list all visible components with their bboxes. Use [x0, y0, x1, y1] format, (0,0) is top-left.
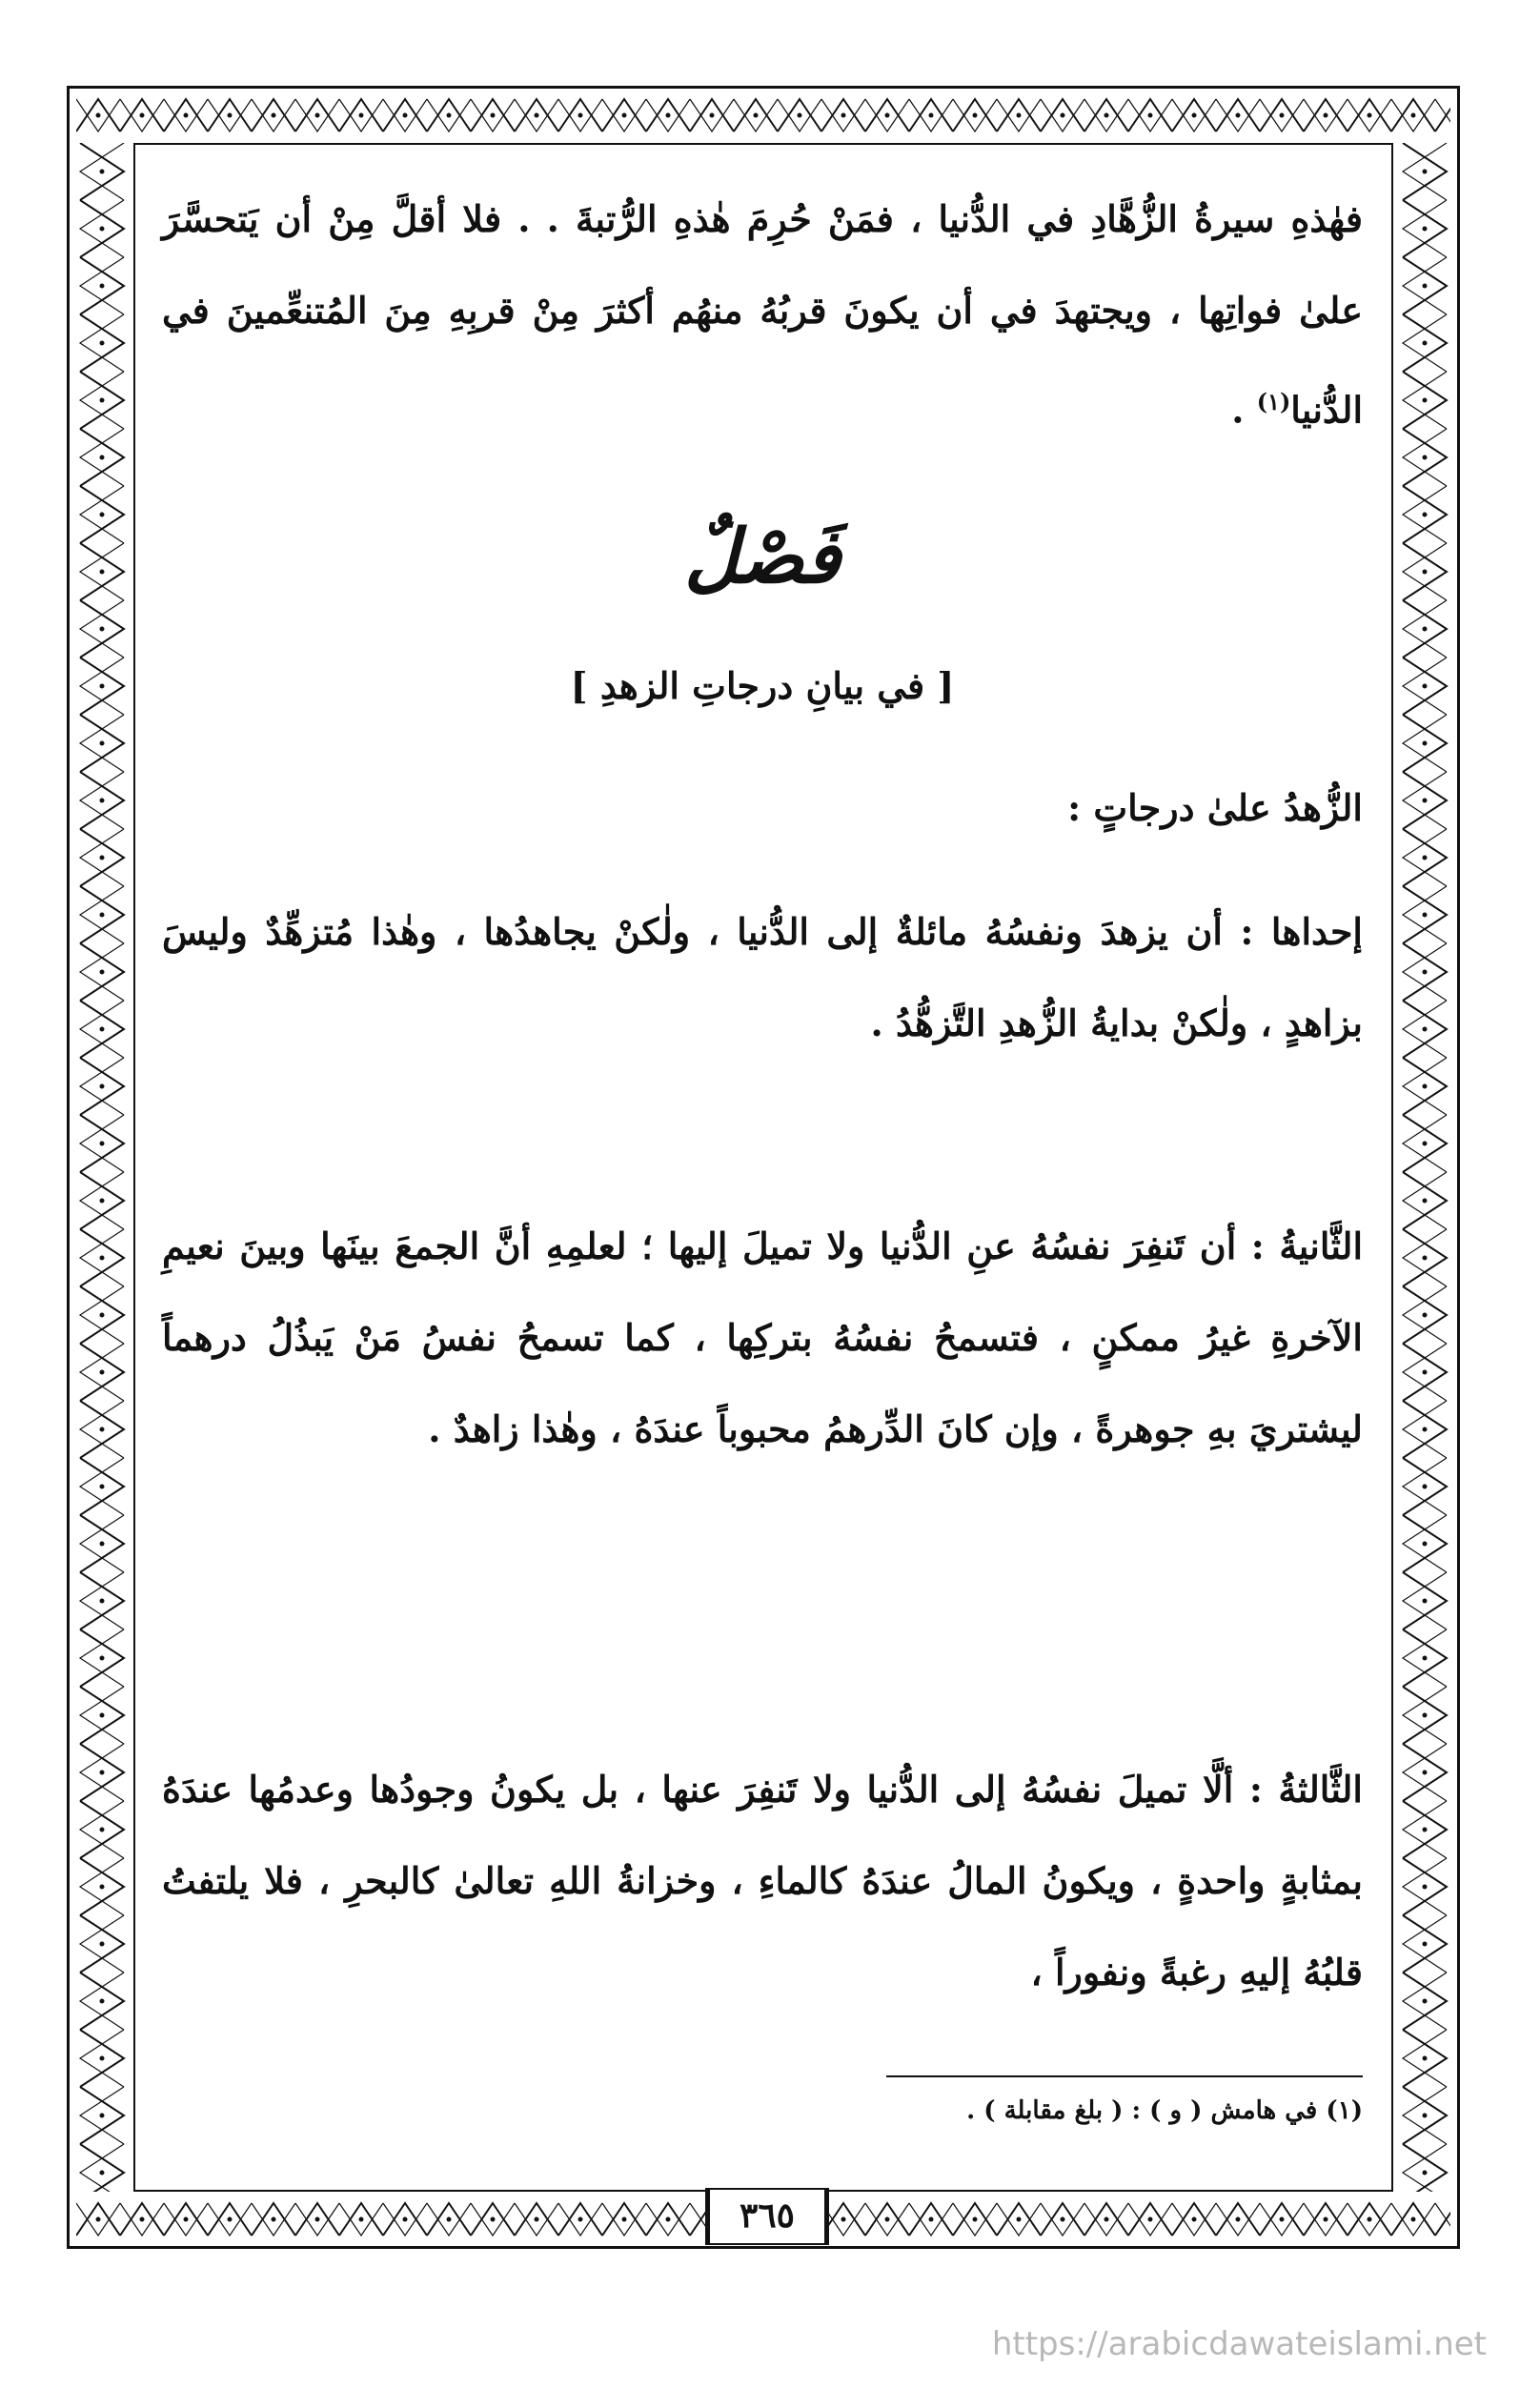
- paragraph-1: [162, 173, 1363, 456]
- page-content: [162, 162, 1363, 2173]
- paragraph-1-end: .: [1231, 388, 1257, 432]
- section-heading-fasl: فَصْلٌ: [684, 514, 841, 600]
- ornament-band-left: [74, 143, 130, 2192]
- ornament-band-top: [76, 93, 1450, 137]
- paragraph-1-text: فهٰذهِ سيرةُ الزُّهَّادِ في الدُّنيا ، فمَنْ حُرِمَ هٰذهِ الرُّتبةَ . . فلا أقلَّ مِنْ أن يَتحسَّرَ علىٰ فواتِها ، ويجتهدَ في أن يكونَ قربُهُ منهُم أكثرَ مِنْ قربِهِ مِنَ المُتنعِّمينَ في الدُّنيا: [162, 197, 1363, 432]
- paragraph-3: إحداها : أن يزهدَ ونفسُهُ مائلةٌ إلى الدُّنيا ، ولٰكنْ يجاهدُها ، وهٰذا مُتزهِّدٌ وليسَ بزاهدٍ ، ولٰكنْ بدايةُ الزُّهدِ التَّزهُّدُ .: [162, 910, 1363, 1044]
- page-number: ٣٦٥: [705, 2188, 829, 2245]
- paragraph-2: الزُّهدُ علىٰ درجاتٍ :: [1067, 786, 1363, 829]
- footnote-divider: [886, 2075, 1363, 2077]
- paragraph-5: الثَّالثةُ : ألَّا تميلَ نفسُهُ إلى الدُّنيا ولا تَنفِرَ عنها ، بل يكونُ وجودُها وعدمُها عندَهُ بمثابةٍ واحدةٍ ، ويكونُ المالُ عندَهُ كالماءِ ، وخزانةُ اللهِ تعالىٰ كالبحرِ ، فلا يلتفتُ قلبُهُ إليهِ رغبةً ونفوراً ،: [162, 1768, 1363, 1993]
- footnote: (١) في هامش ( و ) : ( بلغ مقابلة ) .: [966, 2096, 1363, 2125]
- section-title: [ في بيانِ درجاتِ الزهدِ ]: [570, 664, 955, 707]
- watermark-url[interactable]: https://arabicdawateislami.net: [991, 2325, 1487, 2363]
- ornament-band-right: [1397, 143, 1452, 2192]
- paragraph-4: الثَّانيةُ : أن تَنفِرَ نفسُهُ عنِ الدُّنيا ولا تميلَ إليها ؛ لعلمِهِ أنَّ الجمعَ بينَها وبينَ نعيمِ الآخرةِ غيرُ ممكنٍ ، فتسمحُ نفسُهُ بتركِها ، كما تسمحُ نفسُ مَنْ يَبذُلُ درهماً ليشتريَ بهِ جوهرةً ، وإن كانَ الدِّرهمُ محبوباً عندَهُ ، وهٰذا زاهدٌ .: [162, 1224, 1363, 1450]
- footnote-reference[interactable]: (١): [1256, 388, 1291, 415]
